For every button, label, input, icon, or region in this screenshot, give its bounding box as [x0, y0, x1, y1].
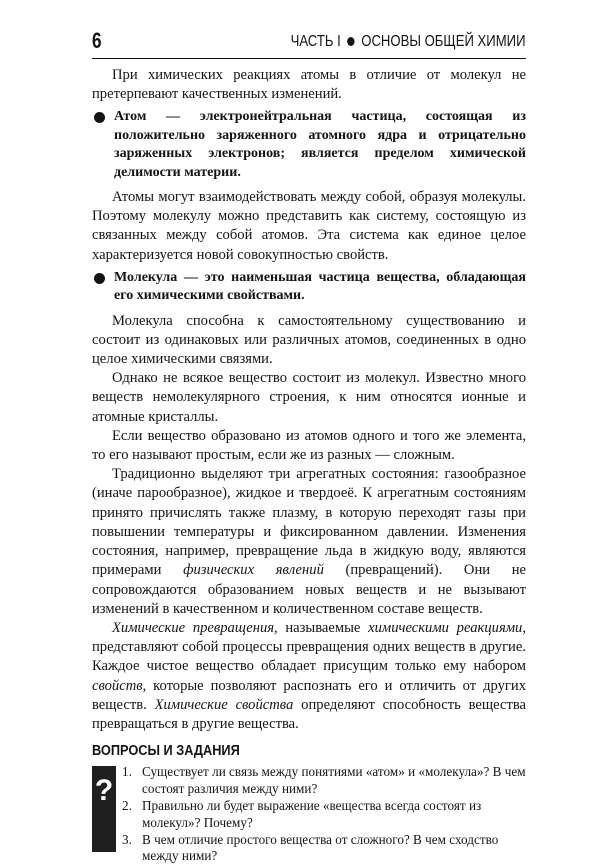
question-number: 3.	[122, 831, 132, 847]
bullet-icon	[94, 273, 105, 284]
paragraph-6-text-2: (превращений). Они не сопровождаются образованием новых веществ и не вызывают изменений в качественном и количественном составе веществ.	[92, 562, 527, 617]
paragraph-7-text-2: , представляют собой процессы превращения одних веществ в другие. Каждое чистое вещество обладает присущим только ему набором	[92, 619, 526, 675]
question-text: В чем отличие простого вещества от сложного? В чем сходство между ними?	[142, 831, 499, 864]
header-title: ОСНОВЫ ОБЩЕЙ ХИМИИ	[361, 33, 526, 50]
paragraph-7-text-3: , которые позволяют распознать его и отличить от других веществ.	[92, 677, 526, 713]
paragraph-2: Атомы могут взаимодействовать между собой, образуя молекулы. Поэтому молекулу можно представить как систему, состоящую из связанных между собой атомов. Эта система как единое целое характеризуется новой совокупностью свойств.	[92, 189, 526, 263]
paragraph-7-text-4: определяют способность вещества превращаться в другие вещества.	[92, 696, 527, 732]
paragraph-7	[92, 619, 526, 734]
paragraph-7-italic-1: Химические превращения	[112, 619, 275, 636]
question-number: 2.	[122, 798, 132, 814]
question-mark-icon: ?	[92, 766, 116, 852]
paragraph-6-italic-1: физических явлений	[183, 562, 324, 579]
definition-molecule-text: Молекула — это наименьшая частица вещества, обладающая его химическими свойствами.	[114, 269, 526, 304]
paragraph-4: Однако не всякое вещество состоит из молекул. Известно много веществ немолекулярного строения, к ним относятся ионные и атомные кристаллы.	[92, 370, 526, 425]
bullet-dot-icon	[348, 37, 355, 46]
header-rule	[92, 58, 526, 59]
paragraph-7-italic-2: химическими реакциями	[368, 619, 523, 636]
paragraph-6	[92, 465, 526, 619]
page-number: 6	[92, 28, 102, 53]
definition-atom	[92, 108, 526, 182]
paragraph-7-italic-4: Химические свойства	[154, 696, 294, 713]
paragraph-3: Молекула способна к самостоятельному существованию и состоит из одинаковых или различных атомов, соединенных в одно целое химическими связями.	[92, 312, 526, 368]
paragraph-1: При химических реакциях атомы в отличие от молекул не претерпевают качественных изменений.	[92, 67, 526, 103]
running-header	[291, 33, 526, 51]
paragraph-6-text-1: Традиционно выделяют три агрегатных состояния: газообразное (иначе парообразное), жидкое и твердоеё. К агрегатным состояниям принято причислять также плазму, в которую переходят газы при повышении температуры и фиксированном давлении. Изменения состояния, например, превращение льда в жидкую воду, являются примерами	[92, 466, 526, 579]
question-item	[122, 764, 526, 797]
paragraph-7-text-1: , называемые	[274, 619, 369, 636]
questions-list	[92, 764, 526, 864]
questions-title: ВОПРОСЫ И ЗАДАНИЯ	[92, 743, 240, 760]
question-text: Правильно ли будет выражение «вещества всегда состоят из молекул»? Почему?	[142, 798, 482, 830]
question-item	[122, 798, 526, 831]
question-number: 1.	[122, 764, 132, 780]
definition-molecule	[92, 269, 526, 306]
question-text: Существует ли связь между понятиями «атом» и «молекула»? В чем состоят различия между ними?	[142, 764, 526, 796]
question-item	[122, 832, 526, 865]
bullet-icon	[94, 112, 105, 123]
paragraph-5: Если вещество образовано из атомов одного и того же элемента, то его называют простым, если же из разных — сложным.	[92, 427, 526, 464]
paragraph-7-italic-3: свойств	[92, 677, 143, 694]
definition-atom-text: Атом — электронейтральная частица, состоящая из положительно заряженного атомного ядра и отрицательно заряженных электронов; является пределом химической делимости материи.	[114, 109, 526, 180]
page-body	[92, 66, 526, 866]
header-part: ЧАСТЬ I	[291, 33, 342, 50]
